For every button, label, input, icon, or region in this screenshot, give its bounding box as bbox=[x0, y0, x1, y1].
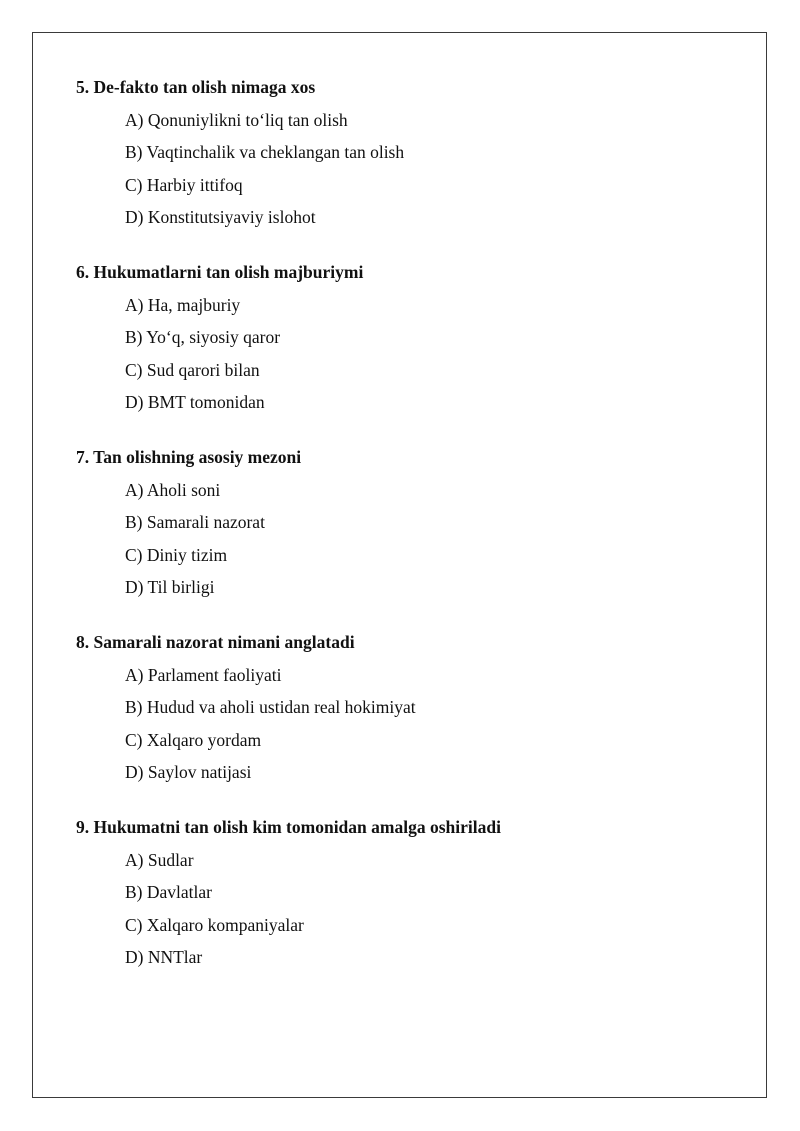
option-a: A) Sudlar bbox=[125, 849, 194, 870]
option-a: A) Ha, majburiy bbox=[125, 294, 241, 315]
question-9 bbox=[76, 816, 756, 968]
options-list bbox=[76, 109, 756, 229]
option-d: D) Saylov natijasi bbox=[125, 762, 252, 782]
question-7 bbox=[76, 446, 756, 598]
quiz-content bbox=[76, 76, 756, 1001]
option-d: D) BMT tomonidan bbox=[125, 392, 265, 412]
option-c: C) Sud qarori bilan bbox=[125, 359, 260, 380]
option-a: A) Qonuniylikni to‘liq tan olish bbox=[125, 109, 348, 130]
option-b: B) Vaqtinchalik va cheklangan tan olish bbox=[125, 142, 405, 162]
option-b: B) Samarali nazorat bbox=[125, 512, 265, 532]
option-a: A) Parlament faoliyati bbox=[125, 664, 282, 685]
options-list bbox=[76, 664, 756, 784]
option-d: D) Konstitutsiyaviy islohot bbox=[125, 207, 316, 227]
question-title: 8. Samarali nazorat nimani anglatadi bbox=[76, 632, 355, 652]
option-c: C) Diniy tizim bbox=[125, 544, 228, 565]
option-c: C) Xalqaro yordam bbox=[125, 729, 262, 750]
question-6 bbox=[76, 261, 756, 413]
question-8 bbox=[76, 631, 756, 783]
question-title: 5. De-fakto tan olish nimaga xos bbox=[76, 77, 316, 97]
question-title: 9. Hukumatni tan olish kim tomonidan amalga oshiriladi bbox=[76, 817, 501, 837]
question-title: 7. Tan olishning asosiy mezoni bbox=[76, 447, 302, 467]
option-b: B) Davlatlar bbox=[125, 882, 212, 902]
options-list bbox=[76, 294, 756, 414]
options-list bbox=[76, 479, 756, 599]
option-c: C) Xalqaro kompaniyalar bbox=[125, 914, 304, 935]
option-b: B) Hudud va aholi ustidan real hokimiyat bbox=[125, 697, 416, 717]
option-b: B) Yo‘q, siyosiy qaror bbox=[125, 327, 281, 347]
option-c: C) Harbiy ittifoq bbox=[125, 174, 243, 195]
question-title: 6. Hukumatlarni tan olish majburiymi bbox=[76, 262, 364, 282]
option-d: D) Til birligi bbox=[125, 577, 215, 597]
question-5 bbox=[76, 76, 756, 228]
options-list bbox=[76, 849, 756, 969]
option-a: A) Aholi soni bbox=[125, 479, 221, 500]
option-d: D) NNTlar bbox=[125, 947, 203, 967]
